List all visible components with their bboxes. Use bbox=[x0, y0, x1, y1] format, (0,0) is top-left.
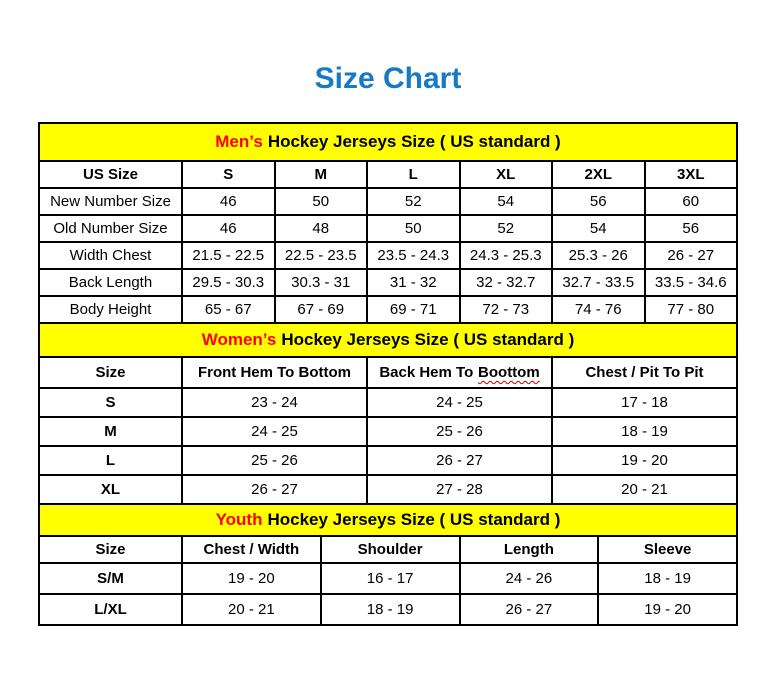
mens-cell: 29.5 - 30.3 bbox=[182, 269, 275, 296]
mens-cell: 48 bbox=[275, 215, 368, 242]
womens-size-table bbox=[38, 322, 738, 505]
mens-cell: 30.3 - 31 bbox=[275, 269, 368, 296]
mens-cell: 46 bbox=[182, 188, 275, 215]
mens-cell: 46 bbox=[182, 215, 275, 242]
mens-cell: 52 bbox=[460, 215, 553, 242]
youth-col-header: Size bbox=[39, 536, 182, 563]
mens-row-label: Old Number Size bbox=[39, 215, 182, 242]
table-row bbox=[39, 242, 737, 269]
youth-row-label: S/M bbox=[39, 563, 182, 594]
youth-col-header: Chest / Width bbox=[182, 536, 321, 563]
table-row bbox=[39, 215, 737, 242]
table-row bbox=[39, 475, 737, 504]
mens-section-highlight: Men’s bbox=[215, 132, 263, 151]
mens-cell: 22.5 - 23.5 bbox=[275, 242, 368, 269]
womens-cell: 24 - 25 bbox=[182, 417, 367, 446]
mens-cell: 26 - 27 bbox=[645, 242, 738, 269]
womens-cell: 25 - 26 bbox=[182, 446, 367, 475]
size-tables bbox=[38, 122, 738, 626]
youth-cell: 16 - 17 bbox=[321, 563, 460, 594]
womens-row-label: XL bbox=[39, 475, 182, 504]
mens-col-header: M bbox=[275, 161, 368, 188]
mens-cell: 50 bbox=[367, 215, 460, 242]
womens-cell: 24 - 25 bbox=[367, 388, 552, 417]
womens-cell: 18 - 19 bbox=[552, 417, 737, 446]
mens-cell: 60 bbox=[645, 188, 738, 215]
mens-row-label: New Number Size bbox=[39, 188, 182, 215]
mens-section-band bbox=[39, 123, 737, 161]
table-row bbox=[39, 563, 737, 594]
womens-row-label: S bbox=[39, 388, 182, 417]
mens-header-row bbox=[39, 161, 737, 188]
womens-section-band bbox=[39, 323, 737, 357]
womens-cell: 17 - 18 bbox=[552, 388, 737, 417]
mens-cell: 23.5 - 24.3 bbox=[367, 242, 460, 269]
mens-col-header: XL bbox=[460, 161, 553, 188]
back-hem-misspelled-word: Boottom bbox=[478, 364, 540, 381]
mens-cell: 54 bbox=[552, 215, 645, 242]
womens-cell: 20 - 21 bbox=[552, 475, 737, 504]
youth-cell: 18 - 19 bbox=[598, 563, 737, 594]
mens-section-rest: Hockey Jerseys Size ( US standard ) bbox=[267, 132, 561, 151]
mens-size-table bbox=[38, 122, 738, 324]
womens-cell: 23 - 24 bbox=[182, 388, 367, 417]
youth-section-rest: Hockey Jerseys Size ( US standard ) bbox=[267, 510, 561, 529]
womens-cell: 26 - 27 bbox=[367, 446, 552, 475]
womens-cell: 25 - 26 bbox=[367, 417, 552, 446]
womens-cell: 27 - 28 bbox=[367, 475, 552, 504]
table-row bbox=[39, 269, 737, 296]
mens-col-header: S bbox=[182, 161, 275, 188]
table-row bbox=[39, 388, 737, 417]
mens-cell: 32 - 32.7 bbox=[460, 269, 553, 296]
mens-cell: 56 bbox=[552, 188, 645, 215]
mens-cell: 67 - 69 bbox=[275, 296, 368, 323]
mens-row-label: Width Chest bbox=[39, 242, 182, 269]
youth-row-label: L/XL bbox=[39, 594, 182, 625]
mens-col-header: US Size bbox=[39, 161, 182, 188]
mens-cell: 32.7 - 33.5 bbox=[552, 269, 645, 296]
youth-cell: 24 - 26 bbox=[460, 563, 599, 594]
table-row bbox=[39, 417, 737, 446]
mens-col-header: 2XL bbox=[552, 161, 645, 188]
womens-col-header-back-hem bbox=[367, 357, 552, 388]
youth-cell: 19 - 20 bbox=[598, 594, 737, 625]
table-row bbox=[39, 188, 737, 215]
womens-row-label: L bbox=[39, 446, 182, 475]
youth-col-header: Length bbox=[460, 536, 599, 563]
womens-header-row bbox=[39, 357, 737, 388]
youth-col-header: Sleeve bbox=[598, 536, 737, 563]
youth-header-row bbox=[39, 536, 737, 563]
womens-col-header: Front Hem To Bottom bbox=[182, 357, 367, 388]
page-title: Size Chart bbox=[314, 62, 462, 95]
mens-cell: 77 - 80 bbox=[645, 296, 738, 323]
mens-cell: 54 bbox=[460, 188, 553, 215]
mens-cell: 65 - 67 bbox=[182, 296, 275, 323]
table-row bbox=[39, 594, 737, 625]
youth-section-highlight: Youth bbox=[215, 510, 263, 529]
mens-cell: 21.5 - 22.5 bbox=[182, 242, 275, 269]
youth-section-band bbox=[39, 504, 737, 536]
mens-row-label: Body Height bbox=[39, 296, 182, 323]
table-row bbox=[39, 296, 737, 323]
youth-cell: 19 - 20 bbox=[182, 563, 321, 594]
mens-cell: 31 - 32 bbox=[367, 269, 460, 296]
back-hem-prefix: Back Hem To bbox=[379, 364, 474, 381]
mens-cell: 24.3 - 25.3 bbox=[460, 242, 553, 269]
mens-cell: 56 bbox=[645, 215, 738, 242]
mens-col-header: 3XL bbox=[645, 161, 738, 188]
mens-cell: 52 bbox=[367, 188, 460, 215]
womens-section-highlight: Women’s bbox=[201, 330, 277, 349]
womens-col-header: Chest / Pit To Pit bbox=[552, 357, 737, 388]
youth-cell: 18 - 19 bbox=[321, 594, 460, 625]
youth-section-title bbox=[39, 504, 737, 536]
mens-cell: 72 - 73 bbox=[460, 296, 553, 323]
youth-size-table bbox=[38, 503, 738, 626]
mens-cell: 69 - 71 bbox=[367, 296, 460, 323]
mens-cell: 50 bbox=[275, 188, 368, 215]
mens-section-title bbox=[39, 123, 737, 161]
mens-cell: 25.3 - 26 bbox=[552, 242, 645, 269]
youth-cell: 20 - 21 bbox=[182, 594, 321, 625]
womens-col-header: Size bbox=[39, 357, 182, 388]
mens-cell: 74 - 76 bbox=[552, 296, 645, 323]
youth-col-header: Shoulder bbox=[321, 536, 460, 563]
womens-section-rest: Hockey Jerseys Size ( US standard ) bbox=[281, 330, 575, 349]
mens-row-label: Back Length bbox=[39, 269, 182, 296]
table-row bbox=[39, 446, 737, 475]
womens-cell: 19 - 20 bbox=[552, 446, 737, 475]
womens-section-title bbox=[39, 323, 737, 357]
womens-row-label: M bbox=[39, 417, 182, 446]
womens-cell: 26 - 27 bbox=[182, 475, 367, 504]
youth-cell: 26 - 27 bbox=[460, 594, 599, 625]
mens-cell: 33.5 - 34.6 bbox=[645, 269, 738, 296]
mens-col-header: L bbox=[367, 161, 460, 188]
